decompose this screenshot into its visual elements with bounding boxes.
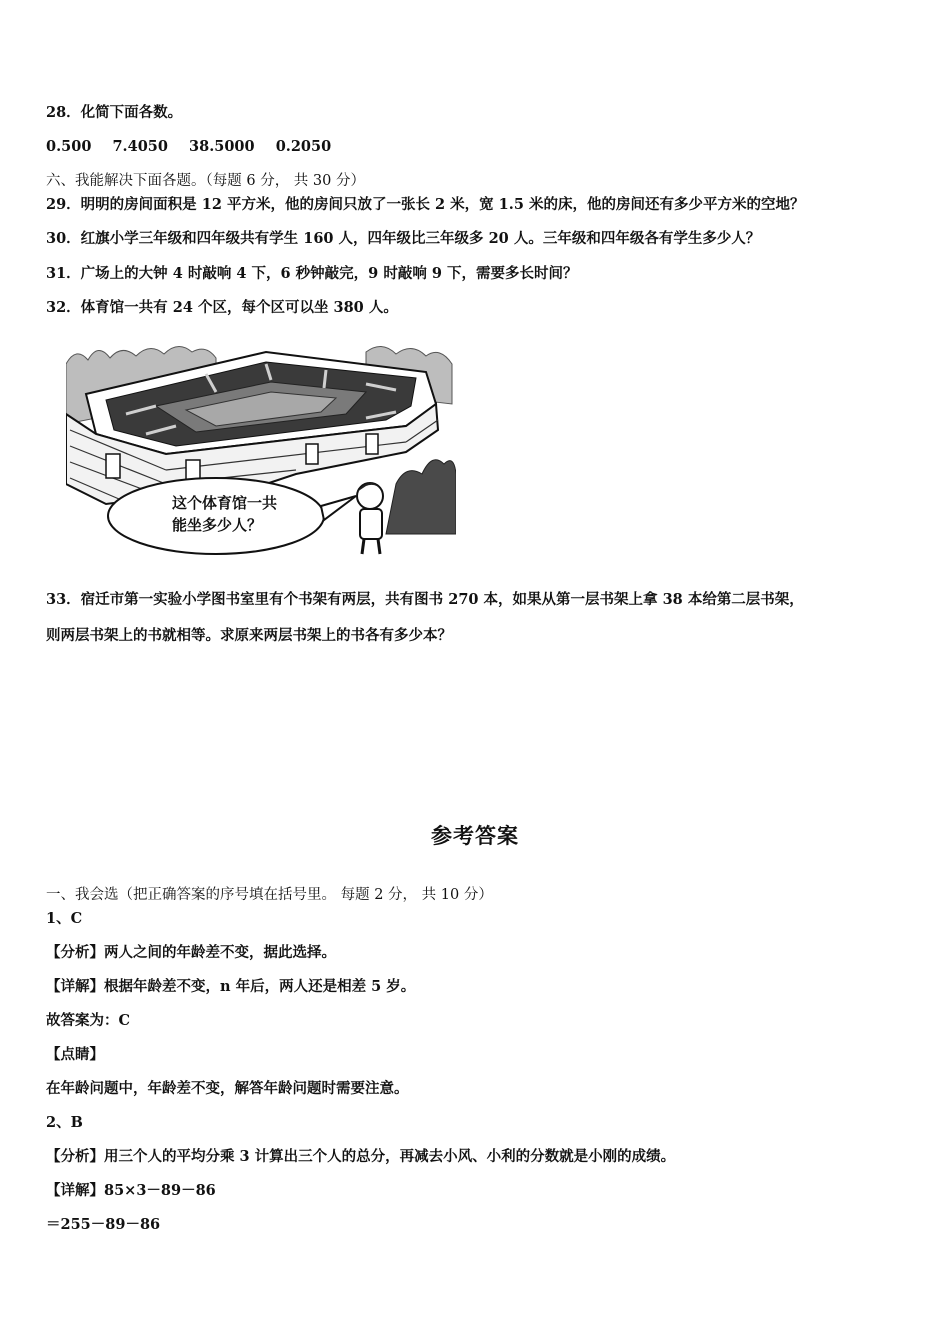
answer1-tip-label: 【点睛】 [46, 1046, 104, 1063]
q32-text: 32．体育馆一共有 24 个区，每个区可以坐 380 人。 [46, 299, 398, 316]
speech-bubble-text [172, 492, 322, 536]
answers-section1-heading: 一、我会选（把正确答案的序号填在括号里。 每题 2 分， 共 10 分） [46, 887, 493, 903]
answer1-detail: 【详解】根据年龄差不变，n 年后，两人还是相差 5 岁。 [46, 978, 416, 995]
q31-text: 31．广场上的大钟 4 时敲响 4 下，6 秒钟敲完，9 时敲响 9 下，需要多长时间？ [46, 265, 578, 282]
bubble-line: 这个体育馆一共 [172, 494, 278, 512]
bubble-line: 能坐多少人？ [172, 516, 263, 534]
answer1-conclusion: 故答案为：C [46, 1012, 131, 1029]
answers-title: 参考答案 [431, 824, 519, 848]
section6-heading: 六、我能解决下面各题。（每题 6 分， 共 30 分） [46, 173, 365, 189]
number-item: 0.2050 [275, 138, 332, 155]
q33-line2: 则两层书架上的书就相等。求原来两层书架上的书各有多少本？ [46, 627, 452, 644]
q29-text: 29．明明的房间面积是 12 平方米，他的房间只放了一张长 2 米，宽 1.5 米的床，他的房间还有多少平方米的空地？ [46, 196, 805, 213]
answer1-analysis: 【分析】两人之间的年龄差不变，据此选择。 [46, 944, 336, 961]
q28-title: 28．化简下面各数。 [46, 104, 183, 121]
answer1-label: 1、C [46, 910, 83, 927]
stadium-illustration [66, 334, 456, 562]
number-item: 0.500 [46, 138, 92, 155]
answer2-step: ＝255－89－86 [46, 1216, 161, 1233]
answer2-label: 2、B [46, 1114, 83, 1131]
q28-numbers [46, 137, 347, 157]
answer2-analysis: 【分析】用三个人的平均分乘 3 计算出三个人的总分，再减去小风、小利的分数就是小刚的成绩。 [46, 1148, 676, 1165]
number-item: 38.5000 [189, 138, 255, 155]
number-item: 7.4050 [112, 138, 168, 155]
answer1-tip: 在年龄问题中，年龄差不变，解答年龄问题时需要注意。 [46, 1080, 409, 1097]
answer2-detail: 【详解】85×3－89－86 [46, 1182, 216, 1199]
q30-text: 30．红旗小学三年级和四年级共有学生 160 人，四年级比三年级多 20 人。三年级和四年级各有学生多少人？ [46, 230, 761, 247]
q33-line1: 33．宿迁市第一实验小学图书室里有个书架有两层，共有图书 270 本，如果从第一层书架上拿 38 本给第二层书架， [46, 591, 804, 608]
